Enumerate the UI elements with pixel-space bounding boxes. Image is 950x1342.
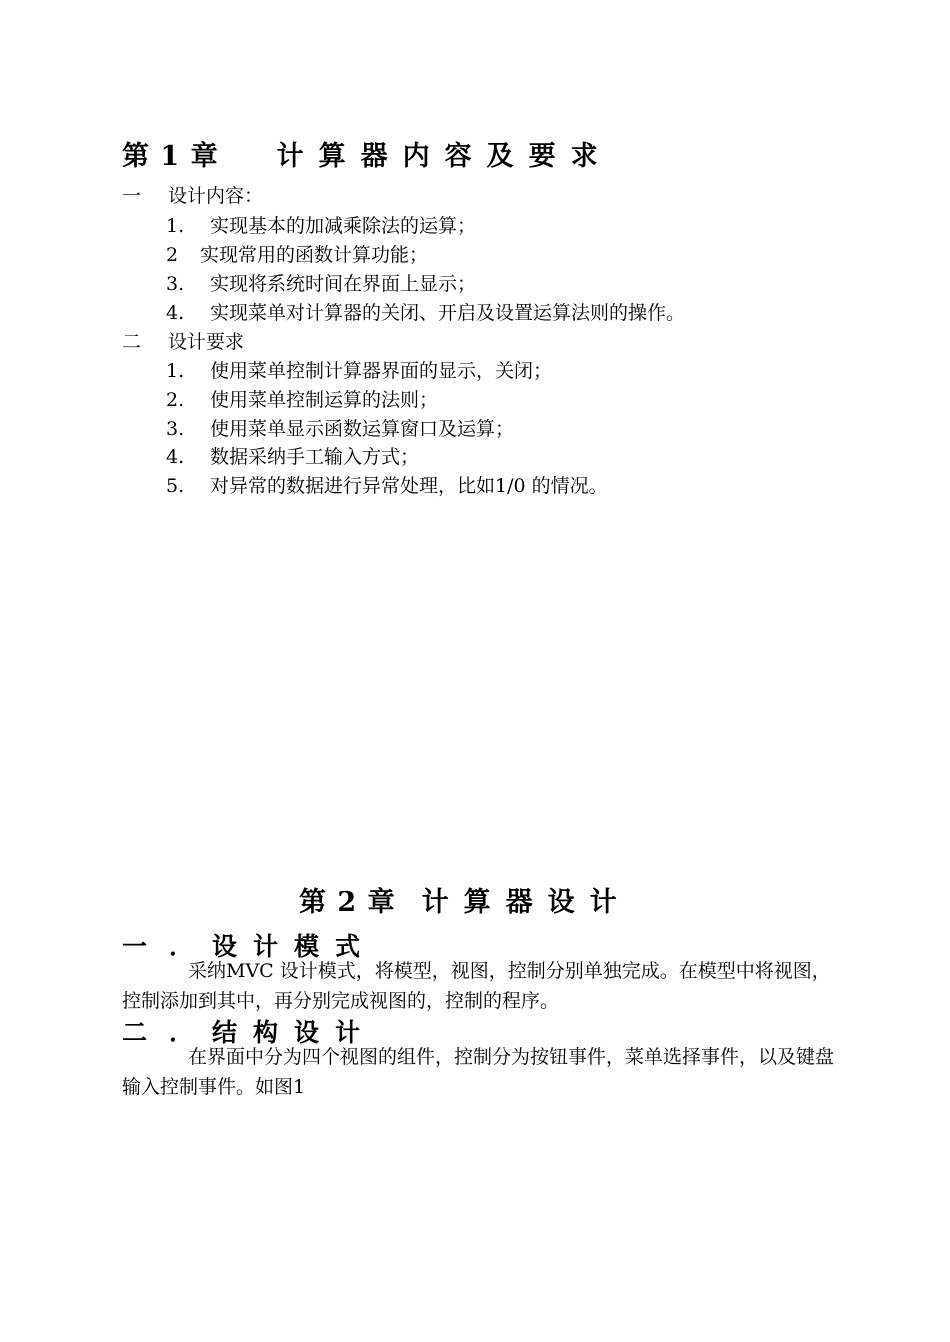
chapter2-title — [299, 880, 632, 919]
section-heading-design-content — [122, 181, 263, 208]
list-item-number: 1. — [166, 360, 185, 382]
list-item — [166, 471, 608, 498]
list-item-text: 实现常用的函数计算功能； — [200, 244, 429, 266]
list-item-number: 2. — [166, 389, 185, 411]
subsection-number: 一． — [122, 932, 217, 961]
section-title: 设计要求 — [168, 331, 245, 353]
paragraph-text: 在界面中分为四个视图的组件，控制分为按钮事件，菜单选择事件，以及键盘输入控制事件。如图1 — [122, 1046, 835, 1098]
chapter1-number: 第 1 章 — [122, 141, 219, 172]
list-item-text: 实现菜单对计算器的关闭、开启及设置运算法则的操作。 — [210, 302, 686, 324]
list-item-text: 实现将系统时间在界面上显示； — [210, 273, 477, 295]
list-item — [166, 211, 476, 238]
paragraph-text: 采纳MVC 设计模式，将模型，视图，控制分别单独完成。在模型中将视图，控制添加到其中，再分别完成视图的，控制的程序。 — [122, 960, 831, 1012]
list-item — [166, 269, 476, 296]
subsection-title: 结构设计 — [212, 1018, 377, 1047]
list-item-number: 3. — [166, 418, 185, 440]
chapter1-name: 计算器内容及要求 — [276, 141, 613, 172]
list-item-number: 1. — [166, 215, 185, 237]
section-number: 二 — [122, 331, 142, 353]
list-item — [166, 414, 514, 441]
list-item-number: 5. — [166, 475, 185, 497]
list-item-text: 数据采纳手工输入方式； — [210, 446, 420, 468]
list-item-number: 4. — [166, 302, 185, 324]
list-item — [166, 442, 419, 469]
paragraph-structure-design — [122, 1042, 842, 1102]
list-item-text: 使用菜单控制计算器界面的显示，关闭； — [210, 360, 553, 382]
list-item-number: 3. — [166, 273, 185, 295]
chapter2-number: 第 2 章 — [299, 887, 396, 918]
list-item — [166, 356, 552, 383]
paragraph-design-pattern — [122, 956, 842, 1016]
section-number: 一 — [122, 185, 142, 207]
list-item — [166, 240, 428, 267]
list-item-text: 使用菜单控制运算的法则； — [210, 389, 439, 411]
list-item-text: 实现基本的加减乘除法的运算； — [210, 215, 477, 237]
list-item-number: 2 — [166, 244, 179, 266]
list-item — [166, 298, 685, 325]
chapter1-title — [122, 134, 613, 173]
subsection-title: 设计模式 — [212, 932, 377, 961]
list-item-text: 对异常的数据进行异常处理，比如1/0 的情况。 — [210, 475, 608, 497]
chapter2-name: 计算器设计 — [421, 887, 632, 918]
list-item — [166, 385, 438, 412]
section-heading-design-requirements — [122, 327, 244, 354]
list-item-number: 4. — [166, 446, 185, 468]
section-title: 设计内容： — [168, 185, 264, 207]
subsection-number: 二． — [122, 1018, 217, 1047]
list-item-text: 使用菜单显示函数运算窗口及运算； — [210, 418, 515, 440]
